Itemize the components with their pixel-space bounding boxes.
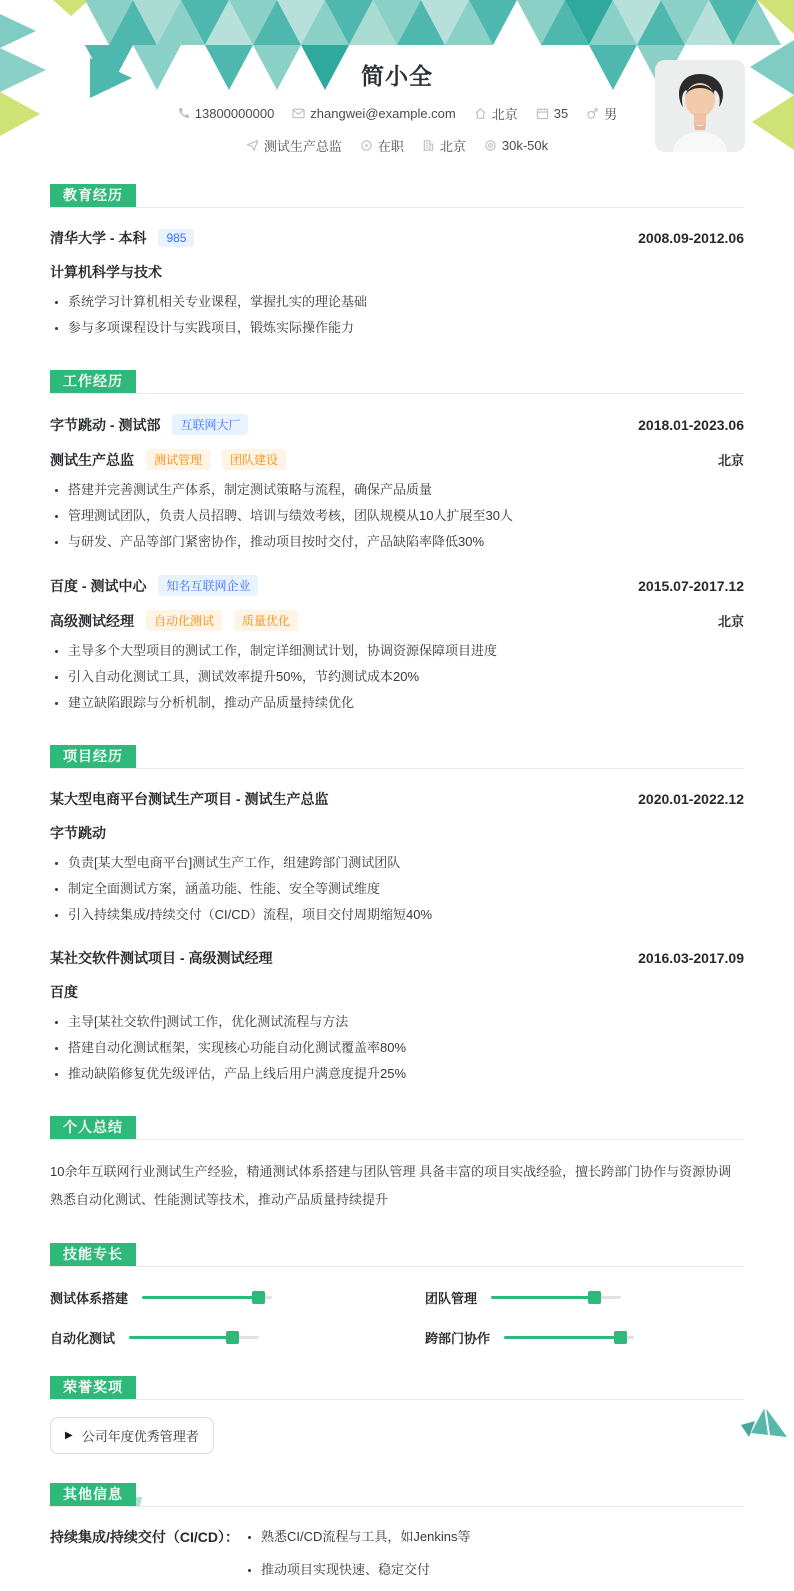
honor-label: 公司年度优秀管理者 [81,1429,199,1444]
caret-right-icon: ▶ [65,1429,73,1441]
position-tag: 团队建设 [222,449,286,470]
skill-slider[interactable] [504,1331,634,1344]
work-bullets [50,477,744,555]
project-company: 百度 [50,984,78,1000]
school-tag: 985 [158,229,194,247]
position-title [50,610,298,631]
paper-plane-icon [246,139,259,152]
company-tag: 互联网大厂 [172,414,248,435]
phone-icon [177,107,190,120]
skill-slider-fill [504,1336,621,1339]
project-title: 某大型电商平台测试生产项目 - 测试生产总监 [50,791,329,807]
bullet-item: • 参与多项课程设计与实践项目，锻炼实际操作能力 [68,315,744,341]
section-work [50,370,744,716]
section-projects [50,745,744,1087]
section-summary [50,1116,744,1214]
company-name: 百度 - 测试中心 [50,577,147,594]
bullet-item: • 管理测试团队，负责人员招聘、培训与绩效考核，团队规模从10人扩展至30人 [68,503,744,529]
section-title-badge: 教育经历 [50,184,136,207]
position-tag: 质量优化 [234,610,298,631]
section-title-badge: 项目经历 [50,745,136,768]
email-value: zhangwei@example.com [310,106,456,121]
bullet-item: • 引入自动化测试工具，测试效率提升50%，节约测试成本20% [68,664,744,690]
contact-job-title [246,136,342,155]
skill-item [50,1288,369,1307]
skill-name: 测试体系搭建 [50,1291,129,1306]
contact-gender [586,104,617,123]
skills-grid [50,1288,744,1347]
age-value: 35 [553,106,569,121]
bullet-item: • 制定全面测试方案，涵盖功能、性能、安全等测试维度 [68,876,744,902]
bullet-item: • 系统学习计算机相关专业课程，掌握扎实的理论基础 [68,289,744,315]
school-name: 清华大学 - 本科 [50,230,147,246]
work-date: 2018.01-2023.06 [638,416,744,433]
section-title-badge: 工作经历 [50,370,136,393]
section-title-badge: 技能专长 [50,1243,136,1266]
section-head [50,1483,744,1507]
project-entry [50,789,744,928]
job-status-value: 在职 [377,139,404,154]
project-company: 字节跳动 [50,825,106,841]
bullet-item: • 熟悉CI/CD流程与工具，如Jenkins等 [261,1525,470,1549]
project-date: 2020.01-2022.12 [638,791,744,807]
project-bullets [50,1009,744,1087]
skill-slider-fill [142,1296,259,1299]
contact-phone [177,106,275,121]
candidate-name: 简小全 [361,63,433,89]
position-tag: 测试管理 [146,449,210,470]
bullet-item: • 引入持续集成/持续交付（CI/CD）流程，项目交付周期缩短40% [68,902,744,928]
honor-item-button[interactable] [50,1417,214,1454]
skill-slider-knob[interactable] [588,1291,601,1304]
job-title-value: 测试生产总监 [263,139,342,154]
section-other [50,1483,744,1591]
education-bullets [50,289,744,341]
project-entry [50,948,744,1087]
section-skills [50,1243,744,1347]
phone-value: 13800000000 [194,106,275,121]
contact-city [474,104,518,123]
work-city: 北京 [717,453,744,468]
position-name: 高级测试经理 [50,612,134,629]
salary-icon [484,139,497,152]
city-value: 北京 [491,107,518,122]
work-entry [50,575,744,716]
bullet-item: • 推动缺陷修复优先级评估，产品上线后用户满意度提升25% [68,1061,744,1087]
bullet-item: • 主导[某社交软件]测试工作，优化测试流程与方法 [68,1009,744,1035]
skill-slider-knob[interactable] [614,1331,627,1344]
bullet-item: • 搭建并完善测试生产体系，制定测试策略与流程，确保产品质量 [68,477,744,503]
bullet-item: • 建立缺陷跟踪与分析机制，推动产品质量持续优化 [68,690,744,716]
contact-job-city [422,136,466,155]
candidate-photo [655,60,745,152]
summary-text: 10余年互联网行业测试生产经验，精通测试体系搭建与团队管理 具备丰富的项目实战经验，擅长跨部门协作与资源协调 熟悉自动化测试、性能测试等技术，推动产品质量持续提升 [50,1164,732,1207]
company-title [50,575,258,596]
resume-header [0,0,794,155]
section-head [50,370,744,394]
skill-slider[interactable] [142,1291,272,1304]
section-head [50,1376,744,1400]
contact-email [292,106,455,121]
section-education [50,184,744,341]
gender-value: 男 [604,107,618,122]
skill-slider[interactable] [129,1331,259,1344]
skill-name: 跨部门协作 [425,1331,491,1346]
position-tag: 自动化测试 [146,610,222,631]
skill-slider-knob[interactable] [252,1291,265,1304]
section-head [50,745,744,769]
other-bullets [239,1525,470,1591]
section-title-badge: 其他信息 [50,1483,136,1506]
section-honors [50,1376,744,1454]
resume-body [0,184,794,1591]
bullet-item: • 主导多个大型项目的测试工作，制定详细测试计划，协调资源保障项目进度 [68,638,744,664]
section-head [50,1243,744,1267]
other-label: 持续集成/持续交付（CI/CD）： [50,1529,239,1545]
company-title [50,414,248,435]
section-head [50,184,744,208]
skill-item [50,1328,369,1347]
section-title-badge: 个人总结 [50,1116,136,1139]
contact-job-status [360,136,404,155]
project-title: 某社交软件测试项目 - 高级测试经理 [50,950,273,966]
paper-plane-decoration [739,1401,791,1449]
school-title [50,228,194,248]
project-bullets [50,850,744,928]
contact-age [536,106,568,121]
gender-icon [586,107,599,120]
company-name: 字节跳动 - 测试部 [50,416,161,433]
section-title-badge: 荣誉奖项 [50,1376,136,1399]
avatar [655,60,745,152]
work-bullets [50,638,744,716]
mail-icon [292,107,305,120]
contact-salary [484,138,548,153]
bullet-item: • 负责[某大型电商平台]测试生产工作，组建跨部门测试团队 [68,850,744,876]
skill-item [425,1288,744,1307]
project-date: 2016.03-2017.09 [638,950,744,966]
work-date: 2015.07-2017.12 [638,577,744,594]
position-name: 测试生产总监 [50,451,134,468]
skill-slider-fill [491,1296,595,1299]
position-title [50,449,286,470]
status-icon [360,139,373,152]
skill-slider[interactable] [491,1291,621,1304]
skill-item [425,1328,744,1347]
bullet-item: • 与研发、产品等部门紧密协作，推动项目按时交付，产品缺陷率降低30% [68,529,744,555]
work-city: 北京 [717,614,744,629]
job-city-value: 北京 [439,139,466,154]
salary-value: 30k-50k [501,138,549,153]
bullet-item: • 搭建自动化测试框架，实现核心功能自动化测试覆盖率80% [68,1035,744,1061]
skill-name: 自动化测试 [50,1331,116,1346]
home-icon [474,107,487,120]
calendar-icon [536,107,549,120]
company-tag: 知名互联网企业 [158,575,258,596]
education-date: 2008.09-2012.06 [638,230,744,246]
major: 计算机科学与技术 [50,264,162,280]
skill-slider-fill [129,1336,233,1339]
skill-slider-knob[interactable] [226,1331,239,1344]
section-head [50,1116,744,1140]
building-icon [422,139,435,152]
skill-name: 团队管理 [425,1291,478,1306]
bullet-item: • 推动项目实现快速、稳定交付 [261,1558,470,1582]
other-info-row [50,1525,744,1591]
work-entry [50,414,744,555]
